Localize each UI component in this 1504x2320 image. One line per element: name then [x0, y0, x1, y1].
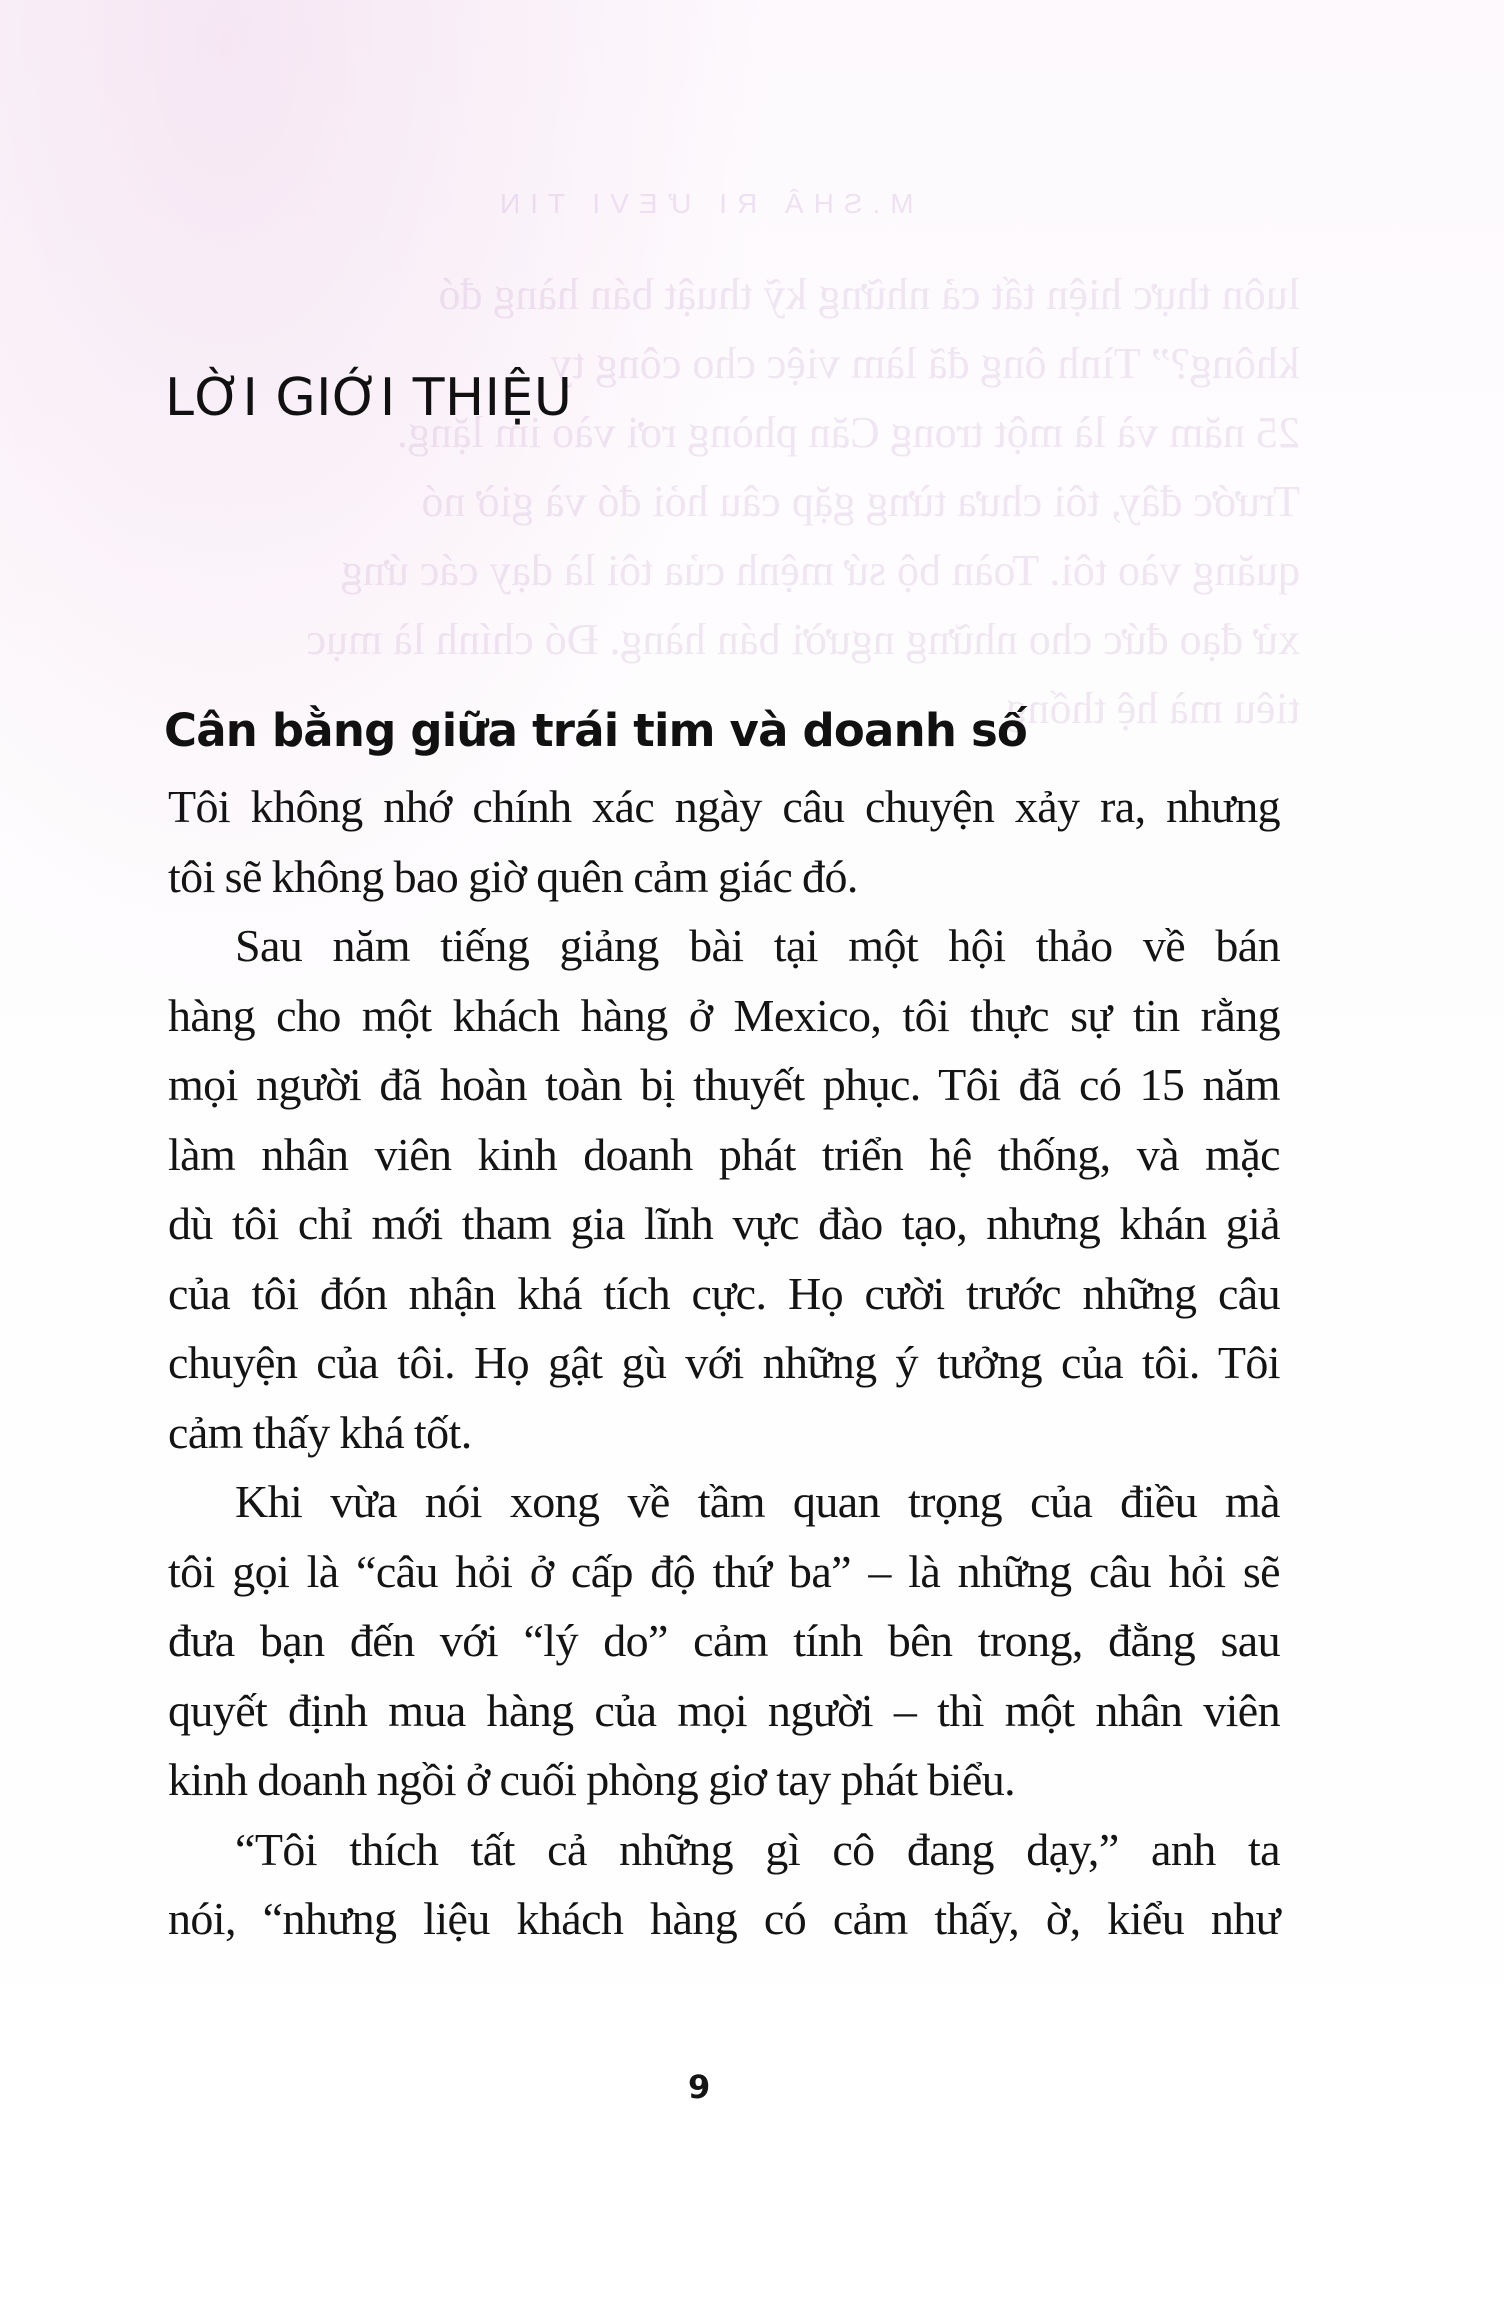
- text-line: cảm thấy khá tốt.: [168, 1406, 472, 1458]
- paragraph-first-line: Khi vừa nói xong về tầm quan trọng của điều mà: [235, 1476, 1280, 1527]
- bleed-line: quăng vào tôi. Toàn bộ sứ mệnh của tôi là dạy các ứng: [341, 546, 1300, 595]
- chapter-title: LỜI GIỚI THIỆU: [165, 368, 573, 428]
- text-line: tôi gọi là “câu hỏi ở cấp độ thứ ba” – là những câu hỏi sẽ: [168, 1545, 1280, 1597]
- text-line: Tôi không nhớ chính xác ngày câu chuyện xảy ra, nhưng: [168, 781, 1280, 832]
- text-line: chuyện của tôi. Họ gật gù với những ý tưởng của tôi. Tôi: [168, 1337, 1280, 1388]
- bleed-through-running-header: M.SHÂ RI ƯEVI TIN: [490, 188, 914, 219]
- text-line: nói, “nhưng liệu khách hàng có cảm thấy, ờ, kiểu như: [168, 1893, 1280, 1944]
- text-line: làm nhân viên kinh doanh phát triển hệ thống, và mặc: [168, 1128, 1280, 1180]
- section-title: Cân bằng giữa trái tim và doanh số: [164, 704, 1028, 757]
- text-line: hàng cho một khách hàng ở Mexico, tôi thực sự tin rằng: [168, 989, 1280, 1041]
- bleed-line: 25 năm và là một trong Căn phòng rơi vào im lặng.: [396, 408, 1300, 457]
- text-line: của tôi đón nhận khá tích cực. Họ cười trước những câu: [168, 1267, 1280, 1319]
- bleed-line: tiêu mà hệ thống: [1005, 684, 1300, 733]
- bleed-line: không?” Tình ông đã làm việc cho công ty: [550, 339, 1300, 388]
- bleed-line: luôn thực hiện tất cả những kỹ thuật bán hàng đó: [438, 270, 1300, 319]
- text-line: mọi người đã hoàn toàn bị thuyết phục. Tôi đã có 15 năm: [168, 1059, 1280, 1110]
- text-line: đưa bạn đến với “lý do” cảm tính bên trong, đằng sau: [168, 1615, 1280, 1666]
- text-line: dù tôi chỉ mới tham gia lĩnh vực đào tạo, nhưng khán giả: [168, 1198, 1280, 1249]
- text-line: tôi sẽ không bao giờ quên cảm giác đó.: [168, 850, 858, 902]
- page-number: 9: [688, 2068, 711, 2106]
- paragraph-first-line: Sau năm tiếng giảng bài tại một hội thảo về bán: [235, 920, 1280, 971]
- bleed-line: xử đạo đức cho những người bán hàng. Đó chính là mục: [306, 615, 1300, 664]
- body-text: [168, 772, 1280, 1954]
- text-line: kinh doanh ngồi ở cuối phòng giơ tay phát biểu.: [168, 1754, 1015, 1805]
- text-line: quyết định mua hàng của mọi người – thì một nhân viên: [168, 1684, 1280, 1736]
- paragraph-first-line: “Tôi thích tất cả những gì cô đang dạy,” anh ta: [235, 1823, 1280, 1875]
- bleed-line: Trước đây, tôi chưa từng gặp câu hỏi đó và giờ nó: [421, 477, 1300, 526]
